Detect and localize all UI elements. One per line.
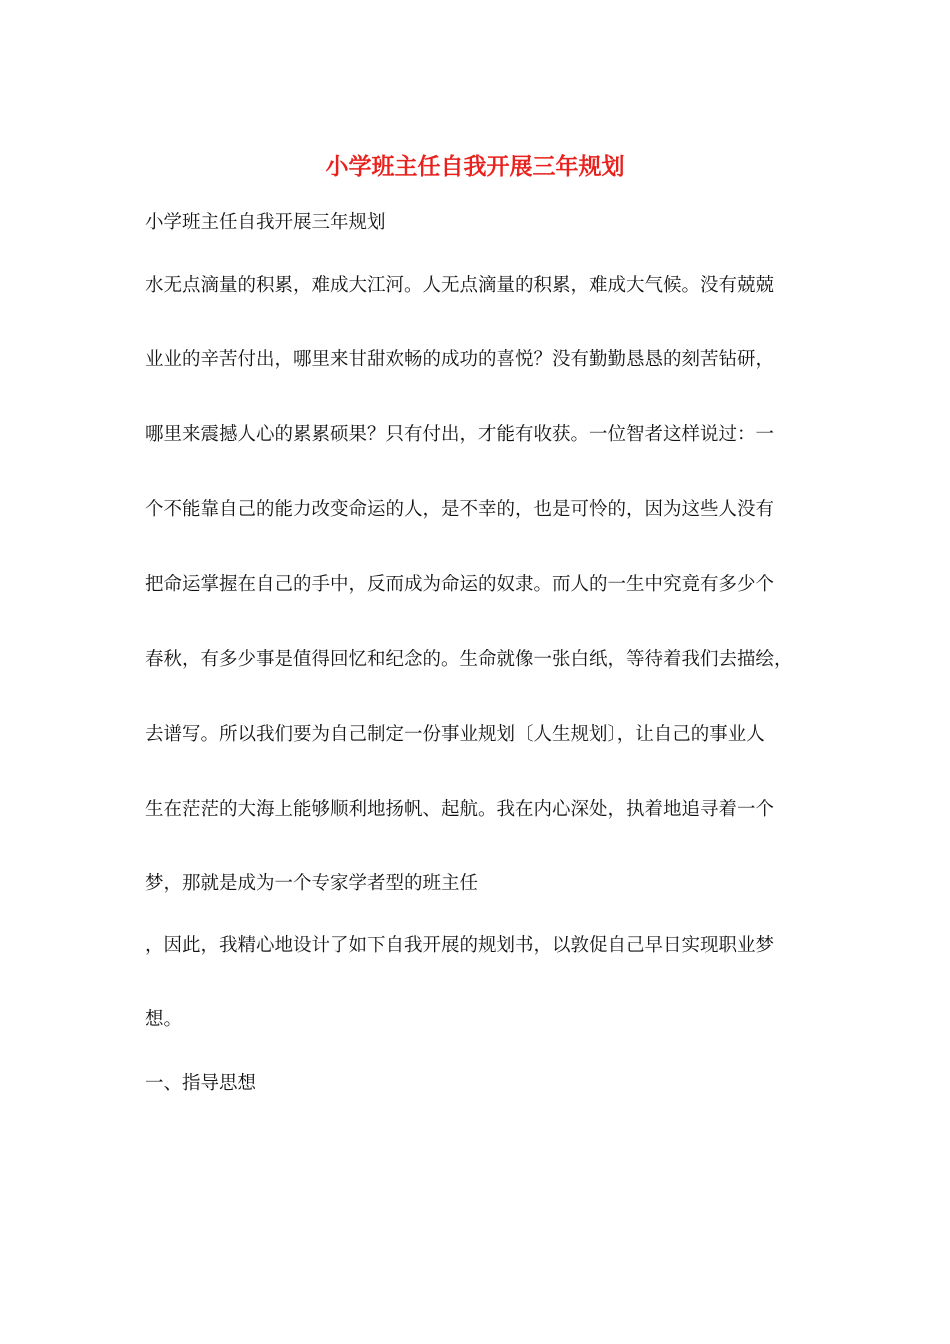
paragraph-line: 哪里来震撼人心的累累硕果？只有付出，才能有收获。一位智者这样说过：一 bbox=[145, 424, 775, 445]
paragraph-line: 把命运掌握在自己的手中，反而成为命运的奴隶。而人的一生中究竟有多少个 bbox=[145, 574, 775, 595]
document-subtitle: 小学班主任自我开展三年规划 bbox=[145, 212, 386, 233]
paragraph-line: 业业的辛苦付出，哪里来甘甜欢畅的成功的喜悦？没有勤勤恳恳的刻苦钻研， bbox=[145, 349, 775, 370]
document-title: 小学班主任自我开展三年规划 bbox=[325, 153, 625, 180]
paragraph-line: 想。 bbox=[145, 1009, 183, 1030]
paragraph-line: ，因此，我精心地设计了如下自我开展的规划书，以敦促自己早日实现职业梦 bbox=[145, 935, 775, 956]
paragraph-line: 个不能靠自己的能力改变命运的人，是不幸的，也是可怜的，因为这些人没有 bbox=[145, 499, 775, 520]
paragraph-line: 生在茫茫的大海上能够顺利地扬帆、起航。我在内心深处，执着地追寻着一个 bbox=[145, 799, 775, 820]
paragraph-line: 去谱写。所以我们要为自己制定一份事业规划〔人生规划〕，让自己的事业人 bbox=[145, 724, 765, 745]
section-heading: 一、指导思想 bbox=[145, 1073, 257, 1094]
paragraph-line: 春秋，有多少事是值得回忆和纪念的。生命就像一张白纸，等待着我们去描绘， bbox=[145, 649, 793, 670]
paragraph-line: 梦，那就是成为一个专家学者型的班主任 bbox=[145, 873, 479, 894]
paragraph-line: 水无点滴量的积累，难成大江河。人无点滴量的积累，难成大气候。没有兢兢 bbox=[145, 275, 775, 296]
